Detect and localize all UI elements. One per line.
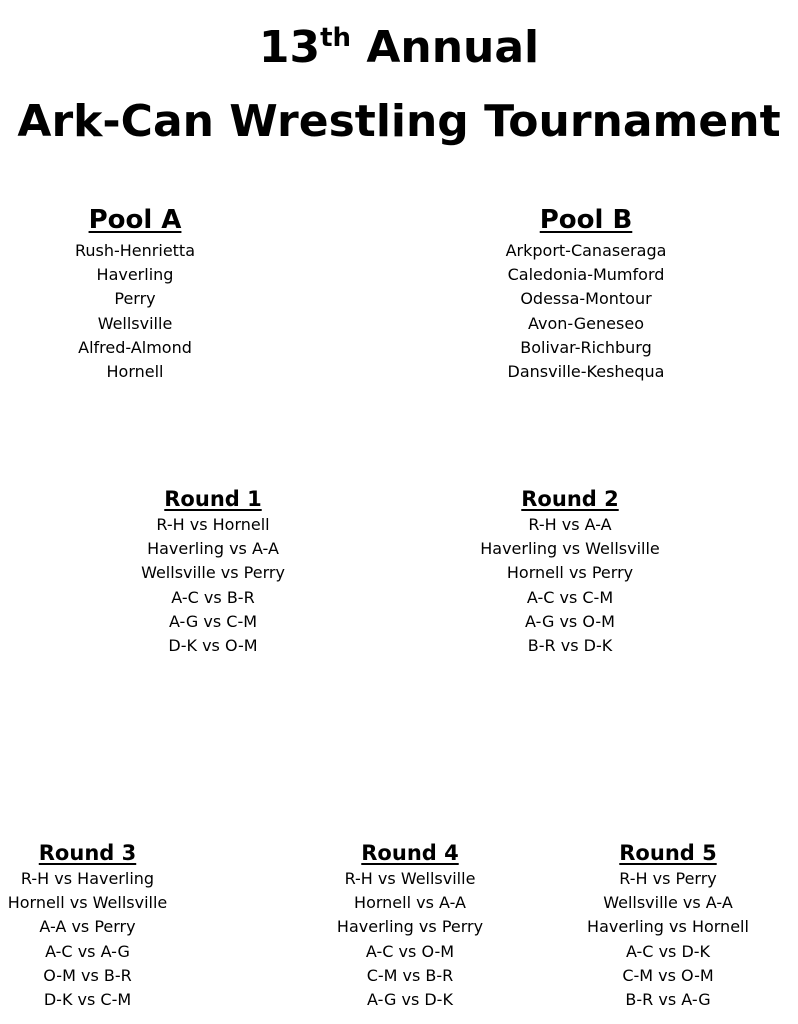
- round-4-heading: Round 4: [361, 841, 459, 865]
- match-item: D-K vs C-M: [43, 990, 132, 1010]
- match-item: C-M vs B-R: [366, 965, 454, 985]
- round-4-match-list: [310, 867, 510, 1012]
- team-item: Perry: [114, 289, 156, 309]
- match-item: A-C vs B-R: [171, 587, 255, 607]
- page-title-line-1: [0, 22, 798, 74]
- match-item: A-C vs D-K: [625, 941, 711, 961]
- match-item: Wellsville vs A-A: [603, 893, 733, 913]
- round-2-heading: Round 2: [521, 487, 619, 511]
- match-item: A-C vs O-M: [365, 941, 455, 961]
- match-item: A-G vs O-M: [525, 611, 615, 631]
- match-item: B-R vs A-G: [625, 990, 711, 1010]
- ordinal-suffix: th: [320, 23, 352, 53]
- round-4-section: [310, 841, 510, 1012]
- pool-b-heading: Pool B: [539, 205, 633, 235]
- match-item: R-H vs A-A: [528, 515, 612, 534]
- match-item: R-H vs Hornell: [156, 515, 270, 534]
- round-1-heading: Round 1: [164, 487, 262, 511]
- match-item: A-C vs C-M: [526, 587, 614, 607]
- team-item: Dansville-Keshequa: [507, 362, 665, 382]
- match-item: A-C vs A-G: [45, 941, 130, 961]
- pool-b-section: [476, 205, 696, 384]
- match-item: Wellsville vs Perry: [141, 563, 285, 583]
- team-item: Odessa-Montour: [520, 289, 652, 309]
- match-item: C-M vs O-M: [622, 965, 714, 985]
- team-item: Bolivar-Richburg: [520, 337, 652, 357]
- team-item: Caledonia-Mumford: [507, 265, 665, 285]
- match-item: Haverling vs A-A: [147, 539, 279, 559]
- team-item: Haverling: [96, 265, 174, 285]
- match-item: O-M vs B-R: [43, 965, 132, 985]
- round-1-section: [118, 487, 308, 658]
- team-item: Alfred-Almond: [78, 337, 192, 357]
- match-item: B-R vs D-K: [527, 636, 613, 656]
- round-5-section: [568, 841, 768, 1012]
- round-3-heading: Round 3: [38, 841, 137, 865]
- round-3-section: [0, 841, 175, 1012]
- edition-number: 13: [258, 22, 321, 73]
- match-item: Hornell vs A-A: [354, 893, 466, 913]
- pool-b-team-list: [476, 239, 696, 384]
- match-item: R-H vs Haverling: [20, 869, 155, 888]
- match-item: A-A vs Perry: [39, 917, 136, 937]
- match-item: D-K vs O-M: [168, 636, 258, 656]
- team-item: Rush-Henrietta: [74, 241, 196, 260]
- match-item: Haverling vs Wellsville: [480, 539, 660, 559]
- match-item: Hornell vs Wellsville: [7, 893, 168, 913]
- round-5-match-list: [568, 867, 768, 1012]
- round-2-section: [465, 487, 675, 658]
- pool-a-section: [40, 205, 230, 384]
- team-item: Arkport-Canaseraga: [505, 241, 667, 260]
- team-item: Avon-Geneseo: [528, 313, 644, 333]
- match-item: R-H vs Wellsville: [344, 869, 476, 888]
- round-2-match-list: [465, 513, 675, 658]
- match-item: Hornell vs Perry: [506, 563, 634, 583]
- pool-a-team-list: [40, 239, 230, 384]
- annual-word: Annual: [366, 22, 540, 73]
- match-item: A-G vs D-K: [367, 990, 453, 1010]
- match-item: Haverling vs Perry: [336, 917, 484, 937]
- team-item: Hornell: [106, 362, 164, 382]
- match-item: A-G vs C-M: [168, 611, 258, 631]
- page-title-line-2: Ark-Can Wrestling Tournament: [17, 96, 781, 147]
- pool-a-heading: Pool A: [88, 205, 182, 235]
- round-5-heading: Round 5: [619, 841, 717, 865]
- round-1-match-list: [118, 513, 308, 658]
- match-item: Haverling vs Hornell: [587, 917, 749, 937]
- team-item: Wellsville: [97, 313, 173, 333]
- match-item: R-H vs Perry: [619, 869, 717, 888]
- round-3-match-list: [0, 867, 175, 1012]
